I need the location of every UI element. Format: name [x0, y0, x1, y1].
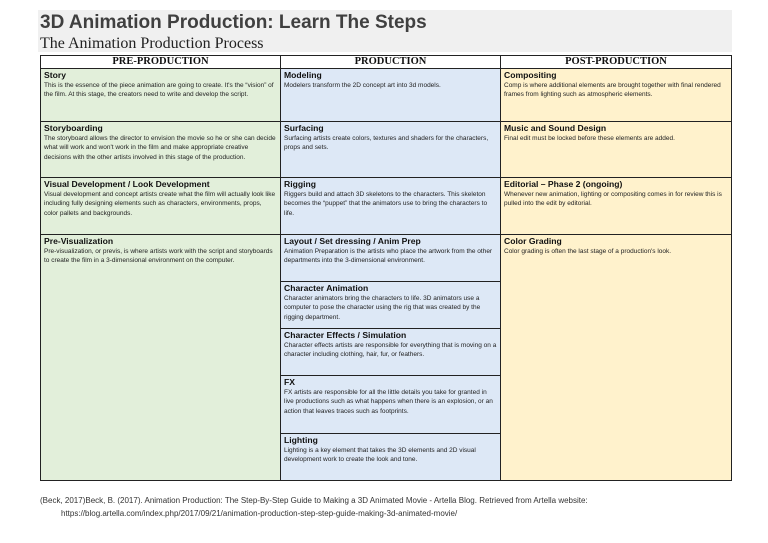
cell-text: FX artists are responsible for all the little details you take for granted in live productions such as what happens when there is an explosion, or an action that leaves traces such as footprints. [284, 389, 493, 415]
header-production: PRODUCTION [281, 56, 501, 69]
header-pre-production: PRE-PRODUCTION [41, 56, 281, 69]
cell-title: Character Animation [284, 283, 369, 293]
cell-title: Music and Sound Design [504, 123, 607, 133]
citation-reference: (Beck, 2017)Beck, B. (2017). Animation Production: The Step-By-Step Guide to Making a 3D Animated Movie - Artella Blog. Retrieved from Artella website: [40, 496, 588, 505]
cell-text: Character effects artists are responsible for everything that is moving on a character including clothing, hair, fur, or feathers. [284, 342, 497, 359]
cell-title: Surfacing [284, 123, 324, 133]
cell-title: Pre-Visualization [44, 236, 114, 246]
cell-layout [281, 235, 500, 282]
cell-title: Lighting [284, 435, 318, 445]
cell-text: Whenever new animation, lighting or compositing comes in for review this is pulled into the edit by editorial. [504, 191, 722, 208]
page-title: 3D Animation Production: Learn The Steps [40, 12, 427, 33]
cell-text: Character animators bring the characters to life. 3D animators use a computer to pose the character using the rig that was created by the rigging department. [284, 295, 481, 321]
cell-text: Comp is where additional elements are brought together with final rendered frames from lighting such as atmospheric elements. [504, 82, 721, 99]
cell-text: Riggers build and attach 3D skeletons to the characters. This skeleton becomes the “puppet” that the animators use to bring the characters to life. [284, 191, 488, 217]
cell-title: Character Effects / Simulation [284, 330, 407, 340]
cell-color-grading [501, 235, 731, 480]
cell-text: The storyboard allows the director to envision the movie so he or she can decide what will work and won't work in the film and make appropriate creative decisions with the other artists involved in this stage of the production. [44, 135, 276, 161]
header-post-production: POST-PRODUCTION [501, 56, 731, 69]
cell-pre-visualization [41, 235, 280, 480]
pre-production-column [41, 69, 281, 480]
cell-text: Pre-visualization, or previs, is where artists work with the script and storyboards to create the film in a 3-dimensional environment on the computer. [44, 248, 273, 265]
cell-text: Modelers transform the 2D concept art into 3d models. [284, 82, 441, 89]
cell-surfacing [281, 122, 500, 178]
cell-editorial [501, 178, 731, 235]
cell-title: Rigging [284, 179, 316, 189]
cell-fx [281, 376, 500, 434]
production-column [281, 69, 501, 480]
cell-music-sound [501, 122, 731, 178]
cell-compositing [501, 69, 731, 122]
cell-text: This is the essence of the piece animation are going to create. It's the “vision” of the film. At this stage, the creators need to write and develop the script. [44, 82, 274, 99]
cell-title: Color Grading [504, 236, 562, 246]
cell-title: Story [44, 70, 66, 80]
cell-title: Editorial – Phase 2 (ongoing) [504, 179, 623, 189]
cell-rigging [281, 178, 500, 235]
cell-text: Surfacing artists create colors, textures and shaders for the characters, props and sets. [284, 135, 489, 152]
cell-visual-development [41, 178, 280, 235]
cell-storyboarding [41, 122, 280, 178]
cell-text: Animation Preparation is the artists who place the artwork from the other departments into the 3-dimensional environment. [284, 248, 493, 265]
cell-title: Storyboarding [44, 123, 103, 133]
cell-text: Final edit must be locked before these elements are added. [504, 135, 675, 142]
cell-character-animation [281, 282, 500, 329]
cell-text: Color grading is often the last stage of a production's look. [504, 248, 672, 255]
cell-text: Visual development and concept artists create what the film will actually look like including fully designing elements such as characters, environments, props, color pallets and backgrounds. [44, 191, 276, 217]
cell-title: Layout / Set dressing / Anim Prep [284, 236, 421, 246]
page-subtitle: The Animation Production Process [40, 35, 264, 52]
citation-url[interactable]: https://blog.artella.com/index.php/2017/09/21/animation-production-step-step-guide-making-3d-animated-movie/ [61, 509, 458, 518]
process-table [40, 55, 732, 481]
cell-title: FX [284, 377, 295, 387]
cell-character-effects [281, 329, 500, 376]
cell-title: Compositing [504, 70, 557, 80]
citation [40, 494, 740, 520]
cell-modeling [281, 69, 500, 122]
cell-story [41, 69, 280, 122]
cell-text: Lighting is a key element that takes the 3D elements and 2D visual development work to create the look and tone. [284, 447, 476, 464]
cell-title: Modeling [284, 70, 322, 80]
post-production-column [501, 69, 731, 480]
cell-lighting [281, 434, 500, 480]
cell-title: Visual Development / Look Development [44, 179, 210, 189]
